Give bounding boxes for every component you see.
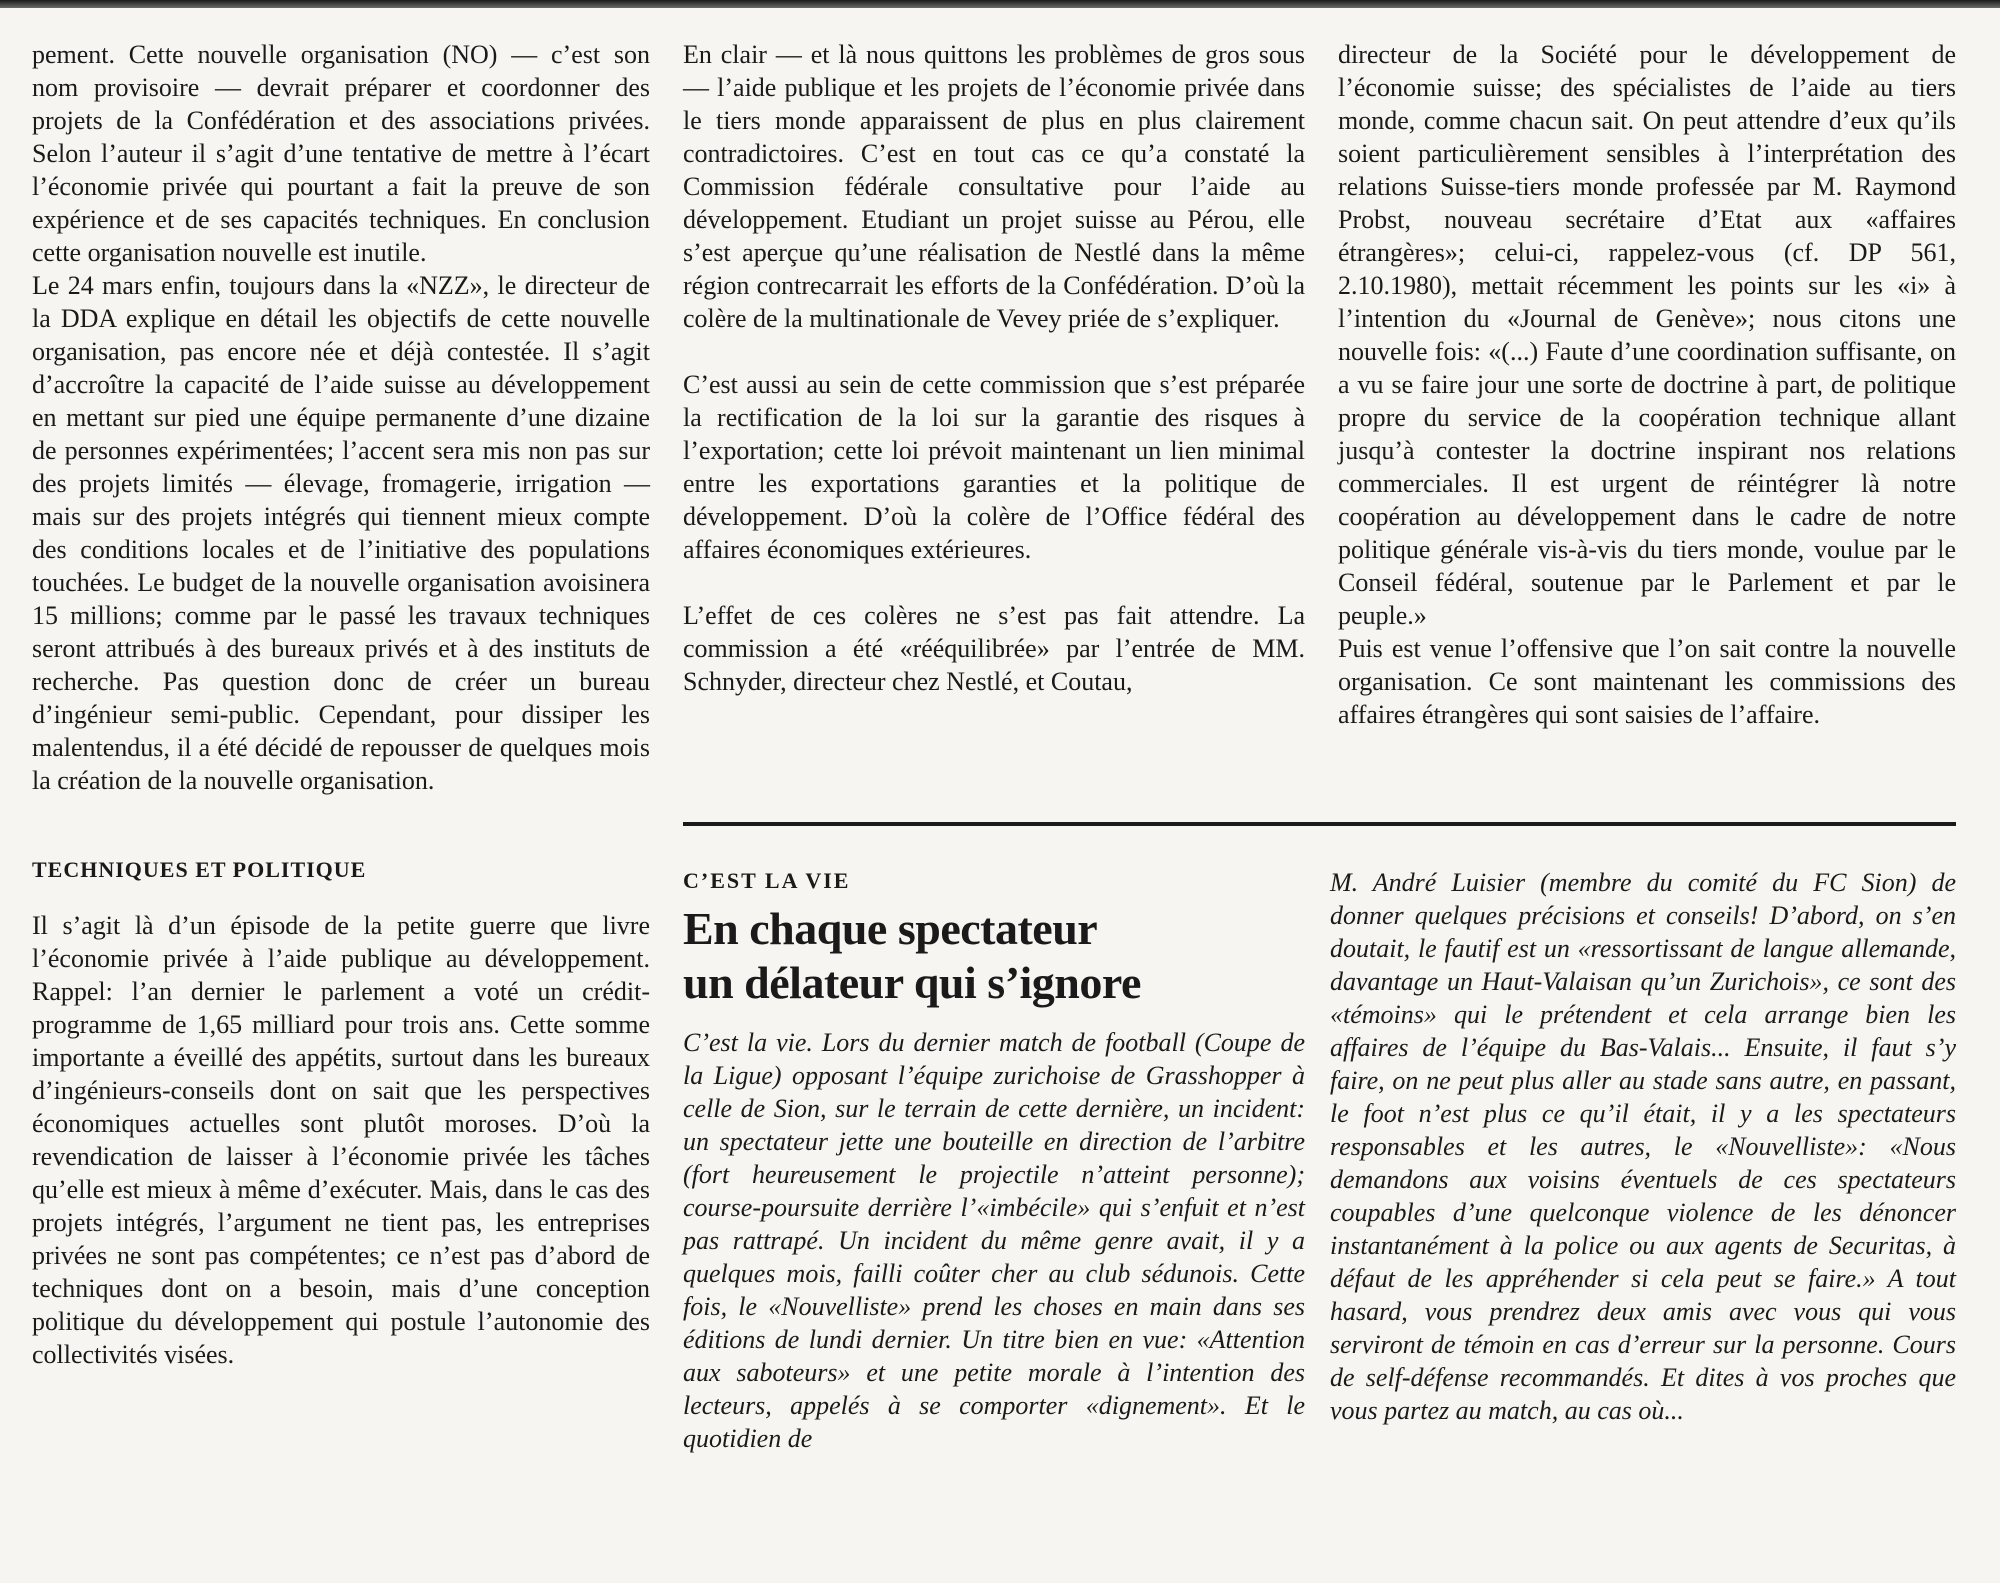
column-1-paragraph-2: Le 24 mars enfin, toujours dans la «NZZ», le directeur de la DDA explique en détail les objectifs de cette nouvelle organisation, pas encore née et déjà contestée. Il s’agit d’accroître la capacité de l’aide suisse au développement en mettant sur pied une équipe permanente d’une dizaine de personnes expérimentées; l’accent sera mis non pas sur des projets limités — élevage, fromagerie, irrigation — mais sur des projets intégrés qui tiennent mieux compte des conditions locales et de l’initiative des populations touchées. Le budget de la nouvelle organisation avoisinera 15 millions; comme par le passé les travaux techniques seront attribués à des bureaux privés et à des instituts de recherche. Pas question donc de créer un bureau d’ingénieur semi-public. Cependant, pour dissiper les malentendus, il a été décidé de repousser de quelques mois la création de la nouvelle organisation. bbox=[32, 271, 650, 795]
article-headline bbox=[683, 902, 1305, 1010]
column-1-paragraph-3: Il s’agit là d’un épisode de la petite guerre que livre l’économie privée à l’aide publique au développement. Rappel: l’an dernier le parlement a voté un crédit-programme de 1,65 milliard pour trois ans. Cette somme importante a éveillé des appétits, surtout dans les bureaux d’ingénieurs-conseils dont on sait que les perspectives économiques actuelles sont plutôt moroses. D’où la revendication de laisser à l’économie privée les tâches qu’elle est mieux à même d’exécuter. Mais, dans le cas des projets intégrés, l’argument ne tient pas, les entreprises privées ne sont pas compétentes; ce n’est pas d’abord de techniques dont on a besoin, mais d’une conception politique du développement qui postule l’autonomie des collectivités visées. bbox=[32, 911, 650, 1369]
article-body-part-2: M. André Luisier (membre du comité du FC Sion) de donner quelques précisions et conseils! D’abord, on s’en doutait, le fautif est un «ressortissant de langue allemande, davantage un Haut-Valaisan qu’un Zurichois», ce sont des «témoins» qui le prétendent et cela arrange bien les affaires de l’équipe du Bas-Valais... Ensuite, il faut s’y faire, on ne peut plus aller au stade sans autre, en passant, le foot n’est plus ce qu’il était, il y a les spectateurs responsables et les autres, le «Nouvelliste»: «Nous demandons aux voisins éventuels de ces spectateurs coupables d’une quelconque violence de les dénoncer instantanément à la police ou aux agents de Securitas, à défaut de les appréhender si cela peut se faire.» A tout hasard, vous prendrez deux amis avec vous qui vous serviront de témoin en cas d’erreur sur la personne. Cours de self-défense recommandés. Et dites à vos proches que vous partez au match, au cas où... bbox=[1330, 868, 1956, 1425]
article-2-column-1 bbox=[683, 866, 1305, 1455]
column-2-paragraph-1: En clair — et là nous quittons les problèmes de gros sous — l’aide publique et les projets de l’économie privée dans le tiers monde apparaissent de plus en plus clairement contradictoires. C’est en tout cas ce qu’a constaté la Commission fédérale consultative pour l’aide au développement. Etudiant un projet suisse au Pérou, elle s’est aperçue qu’une réalisation de Nestlé dans la même région contrecarrait les efforts de la Confédération. D’où la colère de la multinationale de Vevey priée de s’expliquer. bbox=[683, 40, 1305, 333]
top-border-rule bbox=[0, 0, 2000, 8]
column-2 bbox=[683, 38, 1305, 698]
column-3 bbox=[1338, 38, 1956, 731]
column-2-paragraph-3: L’effet de ces colères ne s’est pas fait attendre. La commission a été «rééquilibrée» par l’entrée de MM. Schnyder, directeur chez Nestlé, et Coutau, bbox=[683, 601, 1305, 696]
column-2-paragraph-2: C’est aussi au sein de cette commission que s’est préparée la rectification de la loi sur la garantie des risques à l’exportation; cette loi prévoit maintenant un lien minimal entre les exportations garanties et la politique de développement. D’où la colère de l’Office fédéral des affaires économiques extérieures. bbox=[683, 370, 1305, 564]
column-1-paragraph-1: pement. Cette nouvelle organisation (NO) — c’est son nom provisoire — devrait préparer et coordonner des projets de la Confédération et des associations privées. Selon l’auteur il s’agit d’une tentative de mettre à l’écart l’économie privée qui pourtant a fait la preuve de son expérience et de ses capacités techniques. En conclusion cette organisation nouvelle est inutile. bbox=[32, 40, 650, 267]
article-divider-rule bbox=[683, 822, 1956, 826]
column-1 bbox=[32, 38, 650, 1371]
headline-line-2: un délateur qui s’ignore bbox=[683, 957, 1141, 1008]
column-3-paragraph-1: directeur de la Société pour le développement de l’économie suisse; des spécialistes de l’aide au tiers monde, comme chacun sait. On peut attendre d’eux qu’ils soient particulièrement sensibles à l’interprétation des relations Suisse-tiers monde professée par M. Raymond Probst, nouveau secrétaire d’Etat aux «affaires étrangères»; celui-ci, rappelez-vous (cf. DP 561, 2.10.1980), mettait récemment les points sur les «i» à l’intention du «Journal de Genève»; nous citons une nouvelle fois: «(...) Faute d’une coordination suffisante, on a vu se faire jour une sorte de doctrine à part, de politique propre du service de la coopération technique allant jusqu’à contester la doctrine inspirant nos relations commerciales. Il est urgent de réintégrer là notre coopération au développement dans le cadre de notre politique générale vis-à-vis du tiers monde, voulue par le Conseil fédéral, soutenue par le Parlement et par le peuple.» bbox=[1338, 40, 1956, 630]
column-3-paragraph-2: Puis est venue l’offensive que l’on sait contre la nouvelle organisation. Ce sont maintenant les commissions des affaires étrangères qui sont saisies de l’affaire. bbox=[1338, 634, 1956, 729]
article-body-part-1: C’est la vie. Lors du dernier match de football (Coupe de la Ligue) opposant l’équipe zurichoise de Grasshopper à celle de Sion, sur le terrain de cette dernière, un incident: un spectateur jette une bouteille en direction de l’arbitre (fort heureusement le projectile n’atteint personne); course-poursuite derrière l’«imbécile» qui s’enfuit et n’est pas rattrapé. Un incident du même genre avait, il y a quelques mois, failli coûter cher au club sédunois. Cette fois, le «Nouvelliste» prend les choses en main dans ses éditions de lundi dernier. Un titre bien en vue: «Attention aux saboteurs» et une petite morale à l’intention des lecteurs, appelés à se comporter «dignement». Et le quotidien de bbox=[683, 1028, 1305, 1453]
section-heading: TECHNIQUES ET POLITIQUE bbox=[32, 857, 367, 882]
article-kicker: C’EST LA VIE bbox=[683, 868, 851, 893]
article-2-column-2 bbox=[1330, 866, 1956, 1427]
headline-line-1: En chaque spectateur bbox=[683, 903, 1098, 954]
